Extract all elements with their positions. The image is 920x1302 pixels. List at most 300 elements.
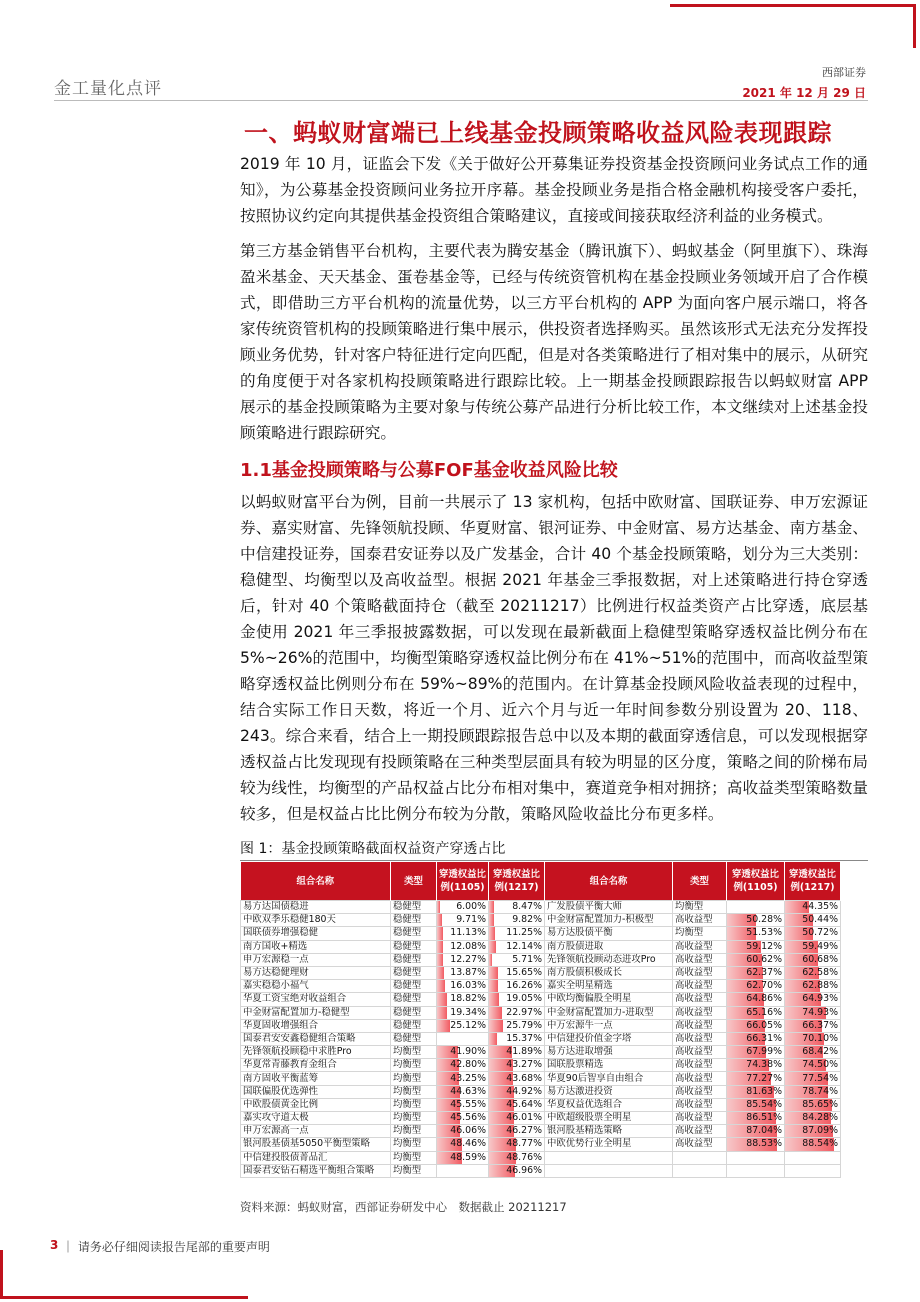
ratio-cell — [437, 993, 489, 1006]
footer-disclaimer: ｜ 请务必仔细阅读报告尾部的重要声明 — [62, 1240, 270, 1254]
col-header: 穿透权益比例(1105) — [727, 862, 785, 901]
ratio-cell — [785, 1006, 841, 1019]
ratio-value: 60.68% — [802, 953, 838, 965]
strategy-name-cell: 华夏常青藤教育金组合 — [241, 1059, 391, 1072]
ratio-value: 46.96% — [506, 1164, 542, 1176]
ratio-value: 59.49% — [802, 940, 838, 952]
strategy-type-cell: 稳健型 — [391, 1032, 437, 1045]
table-row — [241, 1019, 841, 1032]
ratio-value: 77.54% — [802, 1072, 838, 1084]
ratio-cell — [785, 1125, 841, 1138]
table-row — [241, 1112, 841, 1125]
table-body — [241, 901, 841, 1178]
ratio-value: 50.28% — [746, 914, 782, 926]
ratio-cell — [489, 1046, 545, 1059]
strategy-type-cell: 均衡型 — [391, 1112, 437, 1125]
ratio-cell — [727, 966, 785, 979]
strategy-name-cell: 嘉实攻守道太极 — [241, 1112, 391, 1125]
ratio-value: 66.31% — [746, 1032, 782, 1044]
ratio-value: 15.37% — [506, 1032, 542, 1044]
strategy-type-cell — [673, 1164, 727, 1177]
ratio-value: 12.08% — [450, 940, 486, 952]
ratio-value: 9.71% — [456, 914, 486, 926]
table-row — [241, 966, 841, 979]
ratio-bar — [437, 927, 443, 939]
ratio-cell — [785, 953, 841, 966]
col-header: 类型 — [673, 862, 727, 901]
ratio-cell — [727, 980, 785, 993]
ratio-value: 12.14% — [506, 940, 542, 952]
ratio-bar — [489, 1007, 502, 1019]
strategy-name-cell: 中欧双季乐稳健180天 — [241, 914, 391, 927]
ratio-value: 18.82% — [450, 993, 486, 1005]
strategy-name-cell: 易方达进取增强 — [545, 1046, 673, 1059]
ratio-cell — [437, 966, 489, 979]
ratio-cell — [785, 1032, 841, 1045]
ratio-value: 48.76% — [506, 1151, 542, 1163]
ratio-cell — [489, 1085, 545, 1098]
ratio-value: 15.65% — [506, 967, 542, 979]
ratio-cell — [727, 1112, 785, 1125]
ratio-value: 9.82% — [512, 914, 542, 926]
strategy-name-cell: 南方固收平衡蓝筹 — [241, 1072, 391, 1085]
ratio-cell — [437, 1046, 489, 1059]
subsection-heading: 1.1基金投顾策略与公募FOF基金收益风险比较 — [240, 460, 618, 481]
strategy-name-cell: 南方国收+精选 — [241, 940, 391, 953]
strategy-name-cell: 申万宏源高一点 — [241, 1125, 391, 1138]
strategy-type-cell — [673, 1151, 727, 1164]
ratio-value: 85.65% — [802, 1098, 838, 1110]
strategy-type-cell: 稳健型 — [391, 1019, 437, 1032]
ratio-cell — [437, 980, 489, 993]
strategy-type-cell: 稳健型 — [391, 966, 437, 979]
ratio-value: 44.35% — [802, 901, 838, 913]
ratio-cell — [437, 927, 489, 940]
ratio-cell — [489, 940, 545, 953]
ratio-cell — [437, 1032, 489, 1045]
strategy-type-cell: 均衡型 — [391, 1059, 437, 1072]
header-section: 金工量化点评 — [54, 79, 162, 99]
strategy-name-cell: 华夏90后智享自由组合 — [545, 1072, 673, 1085]
ratio-cell — [437, 914, 489, 927]
strategy-type-cell: 稳健型 — [391, 914, 437, 927]
table-row — [241, 1059, 841, 1072]
ratio-cell — [785, 901, 841, 914]
strategy-type-cell: 均衡型 — [391, 1098, 437, 1111]
top-red-corner — [913, 4, 916, 48]
ratio-value: 62.70% — [746, 980, 782, 992]
table-row — [241, 980, 841, 993]
ratio-bar — [489, 1020, 503, 1032]
ratio-cell — [727, 1164, 785, 1177]
table-row — [241, 901, 841, 914]
ratio-value: 45.55% — [450, 1098, 486, 1110]
ratio-bar — [437, 1007, 447, 1019]
strategy-name-cell — [545, 1164, 673, 1177]
ratio-value: 51.53% — [746, 927, 782, 939]
ratio-cell — [437, 1019, 489, 1032]
col-header: 穿透权益比例(1105) — [437, 862, 489, 901]
ratio-cell — [437, 1098, 489, 1111]
ratio-value: 50.72% — [802, 927, 838, 939]
table-row — [241, 940, 841, 953]
ratio-value: 65.16% — [746, 1006, 782, 1018]
strategy-name-cell: 国泰君安安鑫稳健组合策略 — [241, 1032, 391, 1045]
strategy-name-cell: 中万宏源牛一点 — [545, 1019, 673, 1032]
ratio-cell — [727, 1138, 785, 1151]
strategy-type-cell: 稳健型 — [391, 927, 437, 940]
strategy-type-cell: 高收益型 — [673, 1032, 727, 1045]
table-row — [241, 914, 841, 927]
figure-source: 资料来源：蚂蚁财富，西部证券研发中心 数据截止 20211217 — [240, 1200, 567, 1214]
ratio-cell — [727, 914, 785, 927]
ratio-value: 22.97% — [506, 1006, 542, 1018]
ratio-value: 8.47% — [512, 901, 542, 913]
strategy-name-cell: 中信建投股债菁品汇 — [241, 1151, 391, 1164]
strategy-name-cell: 中欧股债黄金比例 — [241, 1098, 391, 1111]
header-company: 西部证券 — [822, 66, 866, 79]
ratio-value: 45.56% — [450, 1112, 486, 1124]
ratio-cell — [437, 1164, 489, 1177]
ratio-value: 74.93% — [802, 1006, 838, 1018]
strategy-type-cell: 均衡型 — [391, 1164, 437, 1177]
equity-ratio-table-container — [240, 862, 840, 1178]
ratio-value: 16.26% — [506, 980, 542, 992]
strategy-type-cell: 高收益型 — [673, 1059, 727, 1072]
strategy-name-cell: 易方达股债平衡 — [545, 927, 673, 940]
ratio-cell — [489, 1164, 545, 1177]
ratio-bar — [437, 914, 442, 926]
ratio-cell — [437, 1006, 489, 1019]
ratio-cell — [489, 1006, 545, 1019]
bottom-red-rule — [0, 1296, 248, 1299]
table-row — [241, 1085, 841, 1098]
ratio-bar — [489, 927, 495, 939]
ratio-cell — [785, 1138, 841, 1151]
ratio-bar — [437, 901, 440, 913]
ratio-value: 48.46% — [450, 1138, 486, 1150]
strategy-type-cell: 稳健型 — [391, 953, 437, 966]
strategy-type-cell: 均衡型 — [391, 1072, 437, 1085]
col-header: 组合名称 — [545, 862, 673, 901]
ratio-cell — [785, 1098, 841, 1111]
strategy-type-cell: 高收益型 — [673, 966, 727, 979]
strategy-type-cell: 高收益型 — [673, 1019, 727, 1032]
col-header: 类型 — [391, 862, 437, 901]
ratio-cell — [785, 1085, 841, 1098]
ratio-value: 64.93% — [802, 993, 838, 1005]
ratio-cell — [785, 1059, 841, 1072]
ratio-cell — [727, 1085, 785, 1098]
strategy-type-cell: 均衡型 — [673, 927, 727, 940]
ratio-cell — [785, 940, 841, 953]
table-row — [241, 993, 841, 1006]
ratio-cell — [727, 901, 785, 914]
ratio-cell — [785, 1151, 841, 1164]
strategy-name-cell: 中金财富配置加力-进取型 — [545, 1006, 673, 1019]
ratio-cell — [785, 927, 841, 940]
ratio-value: 6.00% — [456, 901, 486, 913]
figure-divider — [240, 860, 868, 861]
figure-title: 图 1：基金投顾策略截面权益资产穿透占比 — [240, 841, 506, 857]
ratio-value: 87.09% — [802, 1125, 838, 1137]
strategy-name-cell: 中金财富配置加力-稳健型 — [241, 1006, 391, 1019]
strategy-type-cell: 均衡型 — [391, 1046, 437, 1059]
strategy-type-cell: 高收益型 — [673, 953, 727, 966]
ratio-value: 78.74% — [802, 1085, 838, 1097]
strategy-name-cell: 中欧优势行业全明星 — [545, 1138, 673, 1151]
ratio-cell — [489, 901, 545, 914]
ratio-cell — [727, 1032, 785, 1045]
strategy-name-cell: 国泰君安钻石精选平衡组合策略 — [241, 1164, 391, 1177]
ratio-value: 12.27% — [450, 953, 486, 965]
ratio-value: 85.54% — [746, 1098, 782, 1110]
strategy-type-cell: 均衡型 — [391, 1125, 437, 1138]
strategy-name-cell: 广发股债平衡大师 — [545, 901, 673, 914]
ratio-cell — [437, 1125, 489, 1138]
ratio-cell — [437, 1151, 489, 1164]
ratio-bar — [489, 914, 494, 926]
ratio-cell — [727, 1059, 785, 1072]
ratio-cell — [489, 1112, 545, 1125]
table-header-row — [241, 862, 841, 901]
ratio-value: 62.37% — [746, 967, 782, 979]
ratio-value: 11.25% — [506, 927, 542, 939]
strategy-type-cell: 高收益型 — [673, 914, 727, 927]
ratio-cell — [489, 1019, 545, 1032]
ratio-cell — [785, 1019, 841, 1032]
header-date: 2021 年 12 月 29 日 — [742, 86, 866, 100]
ratio-value: 43.27% — [506, 1059, 542, 1071]
ratio-cell — [785, 1046, 841, 1059]
strategy-type-cell: 高收益型 — [673, 1085, 727, 1098]
ratio-bar — [437, 1020, 450, 1032]
strategy-name-cell: 申万宏源稳一点 — [241, 953, 391, 966]
ratio-bar — [489, 980, 498, 992]
strategy-name-cell: 易方达稳健理财 — [241, 966, 391, 979]
top-red-rule — [670, 4, 916, 7]
ratio-value: 16.03% — [450, 980, 486, 992]
ratio-bar — [489, 1033, 497, 1045]
ratio-value: 5.71% — [512, 953, 542, 965]
ratio-value: 41.89% — [506, 1046, 542, 1058]
strategy-name-cell: 嘉实全明星精选 — [545, 980, 673, 993]
ratio-cell — [785, 966, 841, 979]
strategy-type-cell: 高收益型 — [673, 1138, 727, 1151]
ratio-value: 45.64% — [506, 1098, 542, 1110]
strategy-name-cell: 嘉实稳稳小福气 — [241, 980, 391, 993]
strategy-type-cell: 高收益型 — [673, 980, 727, 993]
ratio-value: 19.05% — [506, 993, 542, 1005]
ratio-cell — [437, 1138, 489, 1151]
section-heading: 一、蚂蚁财富端已上线基金投顾策略收益风险表现跟踪 — [244, 119, 832, 147]
table-row — [241, 1138, 841, 1151]
ratio-value: 60.62% — [746, 953, 782, 965]
ratio-cell — [727, 1151, 785, 1164]
ratio-value: 66.37% — [802, 1019, 838, 1031]
ratio-value: 62.88% — [802, 980, 838, 992]
ratio-value: 11.13% — [450, 927, 486, 939]
strategy-type-cell: 高收益型 — [673, 1006, 727, 1019]
ratio-value: 43.68% — [506, 1072, 542, 1084]
ratio-value: 46.27% — [506, 1125, 542, 1137]
strategy-name-cell: 易方达激进投资 — [545, 1085, 673, 1098]
strategy-type-cell: 高收益型 — [673, 1125, 727, 1138]
ratio-cell — [437, 940, 489, 953]
ratio-cell — [727, 940, 785, 953]
strategy-type-cell: 稳健型 — [391, 980, 437, 993]
strategy-type-cell: 高收益型 — [673, 1046, 727, 1059]
ratio-cell — [785, 1112, 841, 1125]
ratio-cell — [785, 1072, 841, 1085]
ratio-value: 87.04% — [746, 1125, 782, 1137]
ratio-value: 43.25% — [450, 1072, 486, 1084]
table-row — [241, 1046, 841, 1059]
table-row — [241, 1164, 841, 1177]
ratio-bar — [437, 980, 445, 992]
strategy-name-cell: 易方达国债稳进 — [241, 901, 391, 914]
ratio-value: 84.28% — [802, 1112, 838, 1124]
bottom-red-corner — [0, 1250, 3, 1299]
strategy-name-cell: 中欧超级股票全明星 — [545, 1112, 673, 1125]
ratio-cell — [489, 953, 545, 966]
strategy-name-cell: 中欧均衡偏股全明星 — [545, 993, 673, 1006]
paragraph-2: 第三方基金销售平台机构，主要代表为腾安基金（腾讯旗下）、蚂蚁基金（阿里旗下）、珠海盈米基金、天天基金、蛋卷基金等，已经与传统资管机构在基金投顾业务领域开启了合作模式，即借助三方平台机构的流量优势，以三方平台机构的 APP 为面向客户展示端口，将各家传统资管机构的投顾策略进行集中展示，供投资者选择购买。虽然该形式无法充分发挥投顾业务优势，针对客户特征进行定向匹配，但是对各类策略进行了相对集中的展示，从研究的角度便于对各家机构投顾策略进行跟踪比较。上一期基金投顾跟踪报告以蚂蚁财富 APP 展示的基金投顾策略为主要对象与传统公募产品进行分析比较工作，本文继续对上述基金投顾策略进行跟踪研究。 — [240, 242, 868, 442]
strategy-type-cell: 均衡型 — [391, 1138, 437, 1151]
strategy-name-cell: 国联股票精选 — [545, 1059, 673, 1072]
ratio-cell — [727, 1046, 785, 1059]
strategy-type-cell: 稳健型 — [391, 901, 437, 914]
ratio-bar — [437, 954, 443, 966]
paragraph-1: 2019 年 10 月，证监会下发《关于做好公开募集证券投资基金投资顾问业务试点工作的通知》，为公募基金投资顾问业务拉开序幕。基金投顾业务是指合格金融机构接受客户委托，按照协议约定向其提供基金投资组合策略建议，直接或间接获取经济利益的业务模式。 — [240, 155, 868, 225]
ratio-value: 68.42% — [802, 1046, 838, 1058]
ratio-value: 64.86% — [746, 993, 782, 1005]
strategy-type-cell: 稳健型 — [391, 1006, 437, 1019]
paragraph-3: 以蚂蚁财富平台为例，目前一共展示了 13 家机构，包括中欧财富、国联证券、申万宏源证券、嘉实财富、先锋领航投顾、华夏财富、银河证券、中金财富、易方达基金、南方基金、中信建投证券，国泰君安证券以及广发基金，合计 40 个基金投顾策略，划分为三大类别：稳健型、均衡型以及高收益型。根据 2021 年基金三季报数据，对上述策略进行持仓穿透后，针对 40 个策略截面持仓（截至 20211217）比例进行权益类资产占比穿透，底层基金使用 2021 年三季报披露数据，可以发现在最新截面上稳健型策略穿透权益比例分布在 5%~26%的范围中，均衡型策略穿透权益比例分布在 41%~51%的范围中，而高收益型策略穿透权益比例则分布在 59%~89%的范围内。在计算基金投顾风险收益表现的过程中，结合实际工作日天数，将近一个月、近六个月与近一年时间参数分别设置为 20、118、243。综合来看，结合上一期投顾跟踪报告总中以及本期的截面穿透信息，可以发现根据穿透权益占比发现现有投顾策略在三种类型层面具有较为明显的区分度，策略之间的阶梯布局较为线性，均衡型的产品权益占比分布相对集中，赛道竞争相对拥挤；高收益类型策略数量较多，但是权益占比比例分布较为分散，策略风险收益比分布更多样。 — [240, 493, 868, 823]
ratio-cell — [727, 1098, 785, 1111]
ratio-value: 48.59% — [450, 1151, 486, 1163]
ratio-value: 88.54% — [802, 1138, 838, 1150]
ratio-cell — [437, 953, 489, 966]
ratio-cell — [785, 993, 841, 1006]
ratio-value: 77.27% — [746, 1072, 782, 1084]
ratio-value: 42.80% — [450, 1059, 486, 1071]
ratio-cell — [489, 1151, 545, 1164]
ratio-cell — [727, 1072, 785, 1085]
ratio-value: 44.63% — [450, 1085, 486, 1097]
ratio-value: 88.53% — [746, 1138, 782, 1150]
strategy-name-cell: 中金财富配置加力-积极型 — [545, 914, 673, 927]
ratio-cell — [785, 980, 841, 993]
ratio-bar — [437, 993, 447, 1005]
ratio-value: 48.77% — [506, 1138, 542, 1150]
ratio-value: 25.79% — [506, 1019, 542, 1031]
ratio-value: 41.90% — [450, 1046, 486, 1058]
strategy-name-cell: 南方股债积极成长 — [545, 966, 673, 979]
col-header: 组合名称 — [241, 862, 391, 901]
header-right — [742, 64, 866, 101]
ratio-cell — [489, 1098, 545, 1111]
ratio-value: 13.87% — [450, 967, 486, 979]
ratio-cell — [489, 1125, 545, 1138]
strategy-name-cell: 国联债券增强稳健 — [241, 927, 391, 940]
ratio-bar — [437, 941, 443, 953]
strategy-type-cell: 均衡型 — [391, 1085, 437, 1098]
ratio-bar — [437, 967, 444, 979]
strategy-type-cell: 高收益型 — [673, 940, 727, 953]
ratio-value: 66.05% — [746, 1019, 782, 1031]
ratio-cell — [727, 1125, 785, 1138]
ratio-value: 81.63% — [746, 1085, 782, 1097]
strategy-name-cell: 国联偏股优选弹性 — [241, 1085, 391, 1098]
ratio-value: 74.38% — [746, 1059, 782, 1071]
strategy-name-cell: 南方股债进取 — [545, 940, 673, 953]
ratio-value: 46.06% — [450, 1125, 486, 1137]
ratio-bar — [489, 901, 494, 913]
strategy-name-cell: 华夏固收增强组合 — [241, 1019, 391, 1032]
ratio-bar — [489, 967, 498, 979]
equity-ratio-table — [240, 862, 841, 1178]
ratio-cell — [489, 966, 545, 979]
ratio-cell — [489, 1059, 545, 1072]
ratio-cell — [437, 901, 489, 914]
strategy-type-cell: 稳健型 — [391, 940, 437, 953]
table-row — [241, 1098, 841, 1111]
strategy-name-cell: 华夏工资宝绝对收益组合 — [241, 993, 391, 1006]
strategy-type-cell: 稳健型 — [391, 993, 437, 1006]
strategy-type-cell: 均衡型 — [673, 901, 727, 914]
ratio-value: 74.50% — [802, 1059, 838, 1071]
strategy-name-cell: 银河股基精选策略 — [545, 1125, 673, 1138]
col-header: 穿透权益比例(1217) — [489, 862, 545, 901]
ratio-cell — [785, 1164, 841, 1177]
strategy-name-cell: 中信建投价值金字塔 — [545, 1032, 673, 1045]
ratio-value: 59.12% — [746, 940, 782, 952]
ratio-cell — [489, 1032, 545, 1045]
col-header: 穿透权益比例(1217) — [785, 862, 841, 901]
strategy-type-cell: 均衡型 — [391, 1151, 437, 1164]
ratio-cell — [489, 914, 545, 927]
ratio-cell — [489, 980, 545, 993]
header-divider — [54, 100, 868, 101]
ratio-cell — [727, 1019, 785, 1032]
strategy-name-cell — [545, 1151, 673, 1164]
ratio-value: 46.01% — [506, 1112, 542, 1124]
ratio-value: 86.51% — [746, 1112, 782, 1124]
ratio-cell — [437, 1112, 489, 1125]
ratio-cell — [437, 1059, 489, 1072]
ratio-value: 44.92% — [506, 1085, 542, 1097]
page-number: 3 — [50, 1238, 59, 1252]
ratio-cell — [437, 1072, 489, 1085]
ratio-value: 25.12% — [450, 1019, 486, 1031]
ratio-cell — [437, 1085, 489, 1098]
ratio-bar — [489, 993, 499, 1005]
ratio-cell — [727, 927, 785, 940]
ratio-value: 19.34% — [450, 1006, 486, 1018]
table-row — [241, 1151, 841, 1164]
ratio-bar — [489, 954, 492, 966]
strategy-type-cell: 高收益型 — [673, 993, 727, 1006]
ratio-cell — [489, 927, 545, 940]
strategy-name-cell: 先锋领航投顾动态进攻Pro — [545, 953, 673, 966]
ratio-value: 70.10% — [802, 1032, 838, 1044]
ratio-cell — [727, 993, 785, 1006]
ratio-cell — [489, 993, 545, 1006]
ratio-cell — [489, 1138, 545, 1151]
strategy-type-cell: 高收益型 — [673, 1098, 727, 1111]
strategy-name-cell: 银河股基债基5050平衡型策略 — [241, 1138, 391, 1151]
